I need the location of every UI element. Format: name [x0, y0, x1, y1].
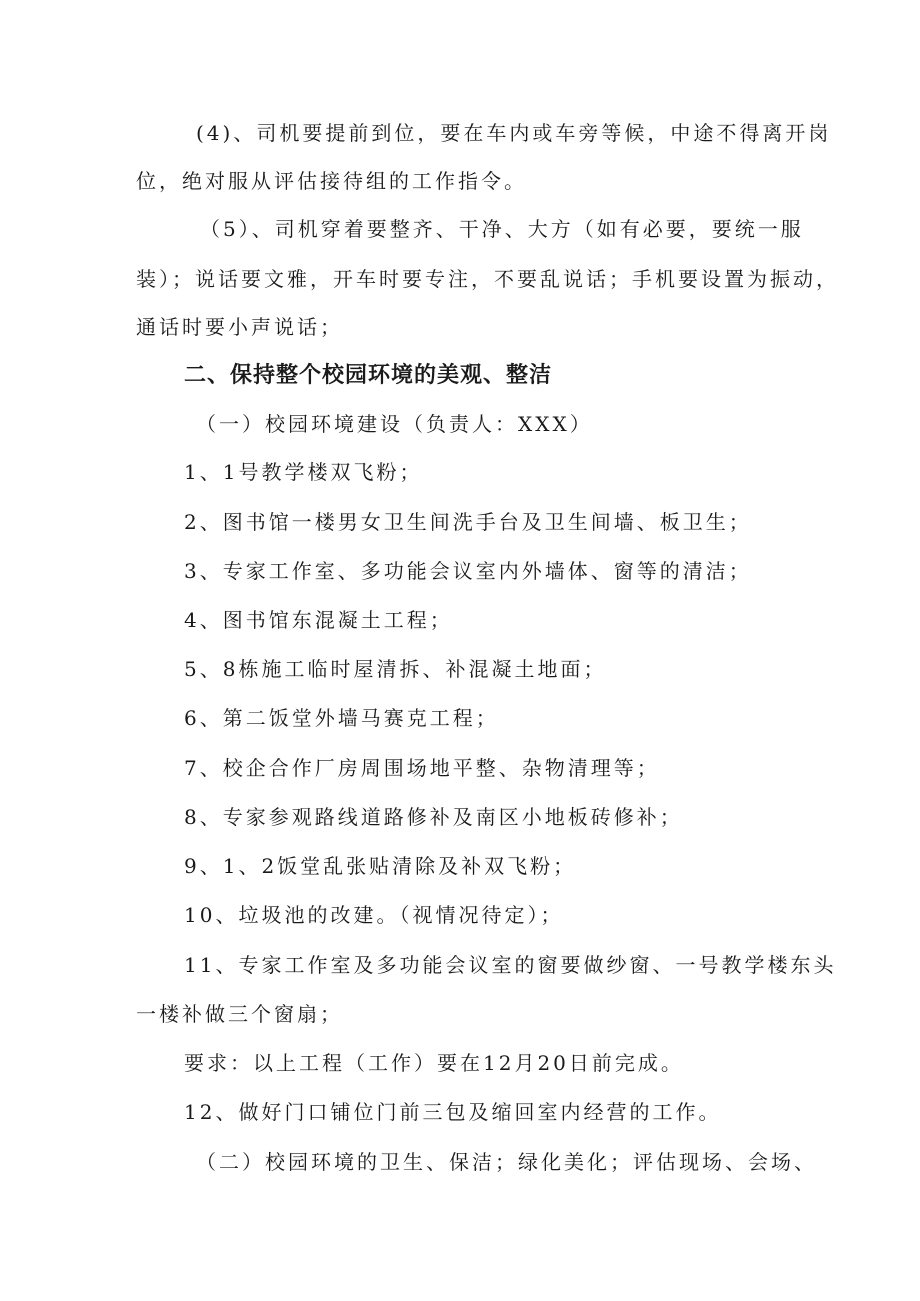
paragraph-line-5: 通话时要小声说话；: [136, 315, 343, 339]
list-item-9: 9、1、2饭堂乱张贴清除及补双飞粉；: [184, 854, 577, 878]
list-item-5: 5、8栋施工临时屋清拆、补混凝土地面；: [184, 657, 607, 681]
list-item-8: 8、专家参观路线道路修补及南区小地板砖修补；: [184, 805, 683, 829]
list-item-2: 2、图书馆一楼男女卫生间洗手台及卫生间墙、板卫生；: [184, 510, 752, 534]
section-heading: 二、保持整个校园环境的美观、整洁: [184, 363, 553, 388]
list-item-11-continued: 一楼补做三个窗扇；: [136, 1002, 343, 1026]
list-item-11: 11、专家工作室及多功能会议室的窗要做纱窗、一号教学楼东头: [184, 953, 837, 977]
list-item-3: 3、专家工作室、多功能会议室内外墙体、窗等的清洁；: [184, 559, 752, 583]
list-item-12: 12、做好门口铺位门前三包及缩回室内经营的工作。: [184, 1100, 722, 1124]
subsection-heading-2: （二）校园环境的卫生、保洁；绿化美化；评估现场、会场、: [196, 1150, 817, 1174]
paragraph-line-1: (4)、司机要提前到位，要在车内或车旁等候，中途不得离开岗: [196, 121, 832, 145]
requirement-note: 要求：以上工程（工作）要在12月20日前完成。: [184, 1051, 684, 1075]
paragraph-line-4: 装）；说话要文雅，开车时要专注，不要乱说话；手机要设置为振动，: [136, 267, 839, 291]
list-item-6: 6、第二饭堂外墙马赛克工程；: [184, 706, 499, 730]
list-item-4: 4、图书馆东混凝土工程；: [184, 608, 453, 632]
paragraph-line-2: 位，绝对服从评估接待组的工作指令。: [136, 169, 527, 193]
paragraph-line-3: （5）、司机穿着要整齐、干净、大方（如有必要，要统一服: [200, 217, 804, 241]
list-item-1: 1、1号教学楼双飞粉；: [184, 460, 423, 484]
list-item-10: 10、垃圾池的改建。（视情况待定）；: [184, 903, 564, 927]
subsection-heading-1: （一）校园环境建设（负责人：XXX）: [196, 412, 593, 436]
list-item-7: 7、校企合作厂房周围场地平整、杂物清理等；: [184, 756, 660, 780]
